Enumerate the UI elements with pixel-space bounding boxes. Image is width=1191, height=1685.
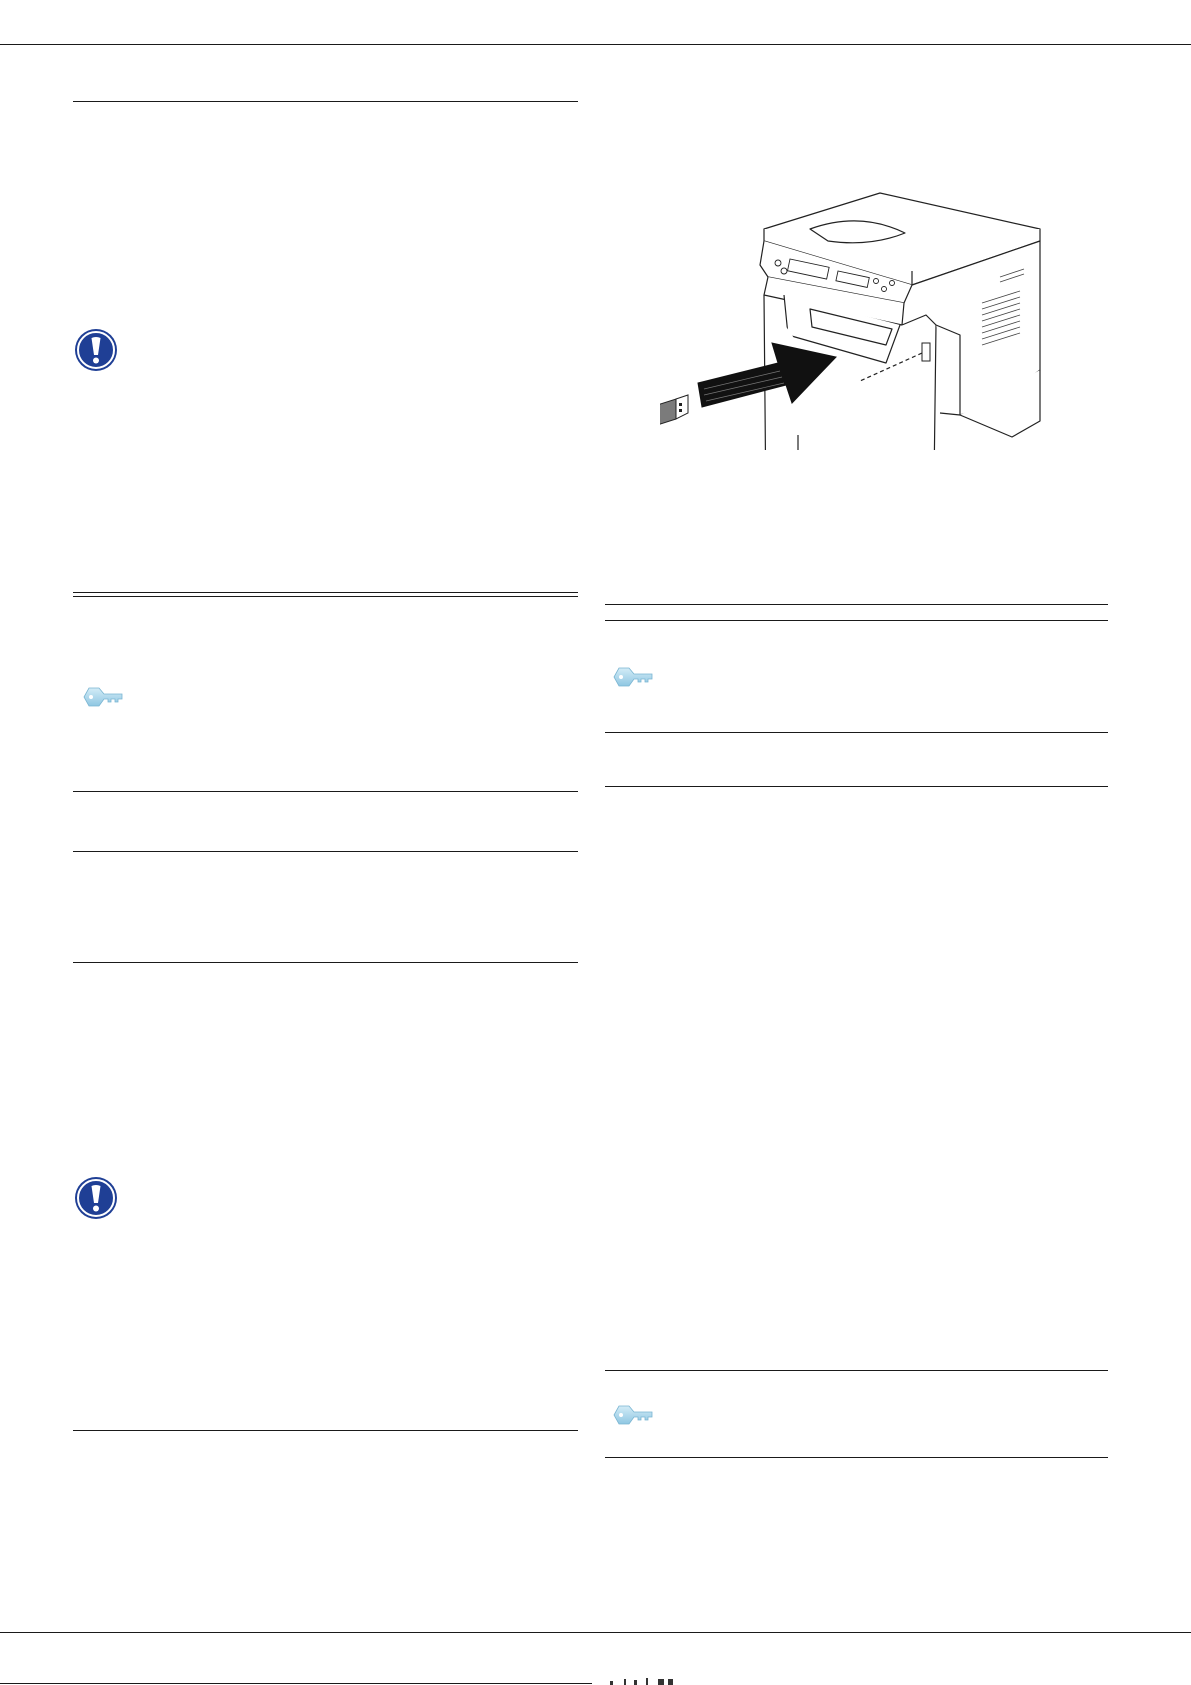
usb-printer-illustration [660, 185, 1050, 450]
right-section-rule-3 [605, 732, 1108, 733]
left-section-rule-2 [73, 592, 578, 597]
key-icon [612, 666, 654, 688]
right-section-rule-1 [605, 604, 1108, 605]
right-section-rule-4 [605, 786, 1108, 787]
key-icon [612, 1404, 654, 1426]
left-section-rule-1 [73, 101, 578, 102]
header-rule [0, 44, 1191, 45]
footer-rule-short [0, 1683, 592, 1684]
key-icon [82, 686, 124, 708]
footer-marker [610, 1676, 720, 1685]
exclamation-icon [74, 1176, 118, 1220]
left-section-rule-5 [73, 962, 578, 963]
right-section-rule-2 [605, 620, 1108, 621]
right-section-rule-6 [605, 1457, 1108, 1458]
left-section-rule-3 [73, 791, 578, 792]
exclamation-icon [74, 328, 118, 372]
right-section-rule-5 [605, 1370, 1108, 1371]
footer-rule [0, 1632, 1191, 1633]
left-section-rule-4 [73, 851, 578, 852]
left-section-rule-6 [73, 1430, 578, 1431]
